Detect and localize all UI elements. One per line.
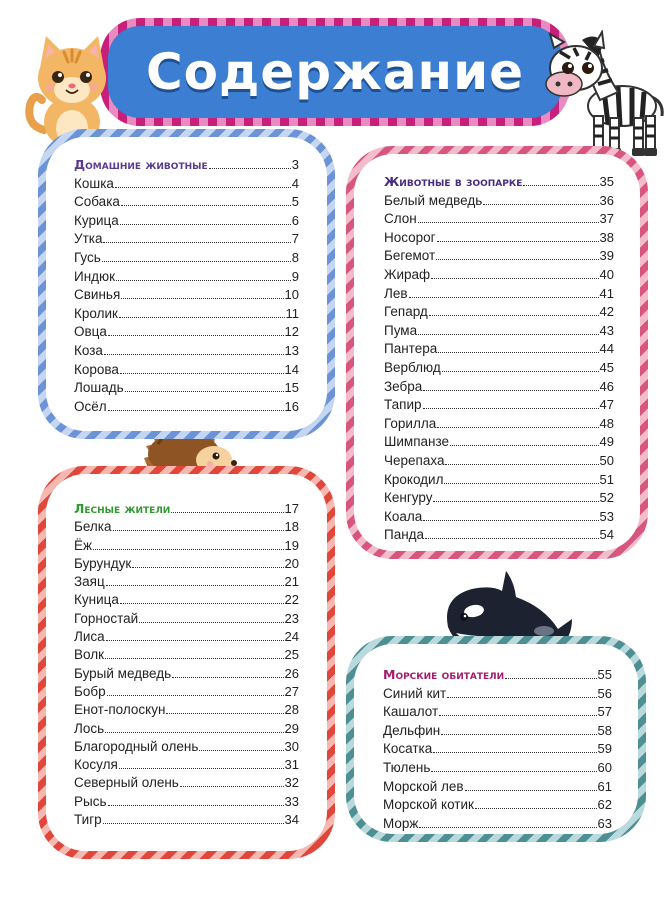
dot-leader — [180, 777, 284, 787]
toc-entry[interactable] — [383, 797, 612, 816]
toc-entry-label: Тюлень — [383, 759, 431, 775]
toc-entry-label: Зебра — [384, 378, 423, 394]
toc-entry-label: Корова — [74, 361, 119, 377]
toc-entry-label: Шимпанзе — [384, 434, 450, 450]
toc-page-number: 34 — [284, 812, 299, 828]
toc-entry[interactable] — [74, 611, 299, 629]
toc-entry[interactable] — [384, 472, 614, 491]
dot-leader — [120, 364, 284, 374]
dot-leader — [465, 781, 597, 791]
toc-entry[interactable] — [383, 816, 612, 835]
toc-entry[interactable] — [74, 794, 299, 812]
dot-leader — [409, 288, 599, 298]
toc-page-number: 3 — [291, 157, 299, 172]
toc-entry-label: Собака — [74, 194, 120, 210]
dot-leader — [132, 558, 283, 568]
dot-leader — [113, 521, 284, 531]
toc-entry-label: Гусь — [74, 249, 101, 265]
toc-entry[interactable] — [74, 538, 299, 556]
toc-page-number: 46 — [599, 378, 614, 394]
dot-leader — [442, 362, 599, 372]
dot-leader — [431, 269, 598, 279]
dot-leader — [115, 178, 291, 188]
toc-entry-label: Кошка — [74, 175, 114, 191]
toc-entry-label: Морской лев — [383, 778, 464, 794]
toc-entry-label: Осёл — [74, 398, 107, 414]
dot-leader — [423, 511, 598, 521]
toc-entry-label: Морж — [383, 815, 419, 831]
toc-page-number: 35 — [599, 174, 614, 189]
dot-leader — [93, 540, 283, 550]
toc-entry-label: Лошадь — [74, 380, 124, 396]
dot-leader — [171, 503, 283, 513]
toc-entry-label: Крокодил — [384, 471, 444, 487]
dot-leader — [103, 233, 290, 243]
toc-page-number: 37 — [599, 211, 614, 227]
toc-entry-label: Лиса — [74, 629, 105, 645]
toc-page-number: 52 — [599, 490, 614, 506]
toc-entry-label: Косатка — [383, 741, 433, 757]
toc-page-number: 14 — [284, 361, 299, 377]
dot-leader — [418, 325, 598, 335]
toc-entry-label: Тапир — [384, 397, 422, 413]
toc-entry-label: Утка — [74, 231, 103, 247]
dot-leader — [108, 326, 284, 336]
dot-leader — [445, 455, 598, 465]
toc-entry[interactable] — [384, 323, 614, 342]
toc-heading-forest[interactable] — [74, 501, 299, 519]
toc-page-number: 26 — [284, 665, 299, 681]
toc-page-number: 11 — [285, 305, 299, 321]
toc-entry[interactable] — [384, 379, 614, 398]
toc-entry[interactable] — [384, 230, 614, 249]
dot-leader — [439, 706, 596, 716]
toc-page-number: 20 — [284, 555, 299, 571]
toc-page-number: 27 — [284, 683, 299, 699]
dot-leader — [419, 818, 596, 828]
toc-page-number: 32 — [284, 775, 299, 791]
toc-entry[interactable] — [384, 527, 614, 546]
toc-list-domestic — [74, 176, 299, 418]
toc-entry-label: Овца — [74, 324, 107, 340]
toc-page-number: 41 — [599, 285, 614, 301]
toc-page-number: 45 — [599, 359, 614, 375]
dot-leader — [450, 436, 599, 446]
section-zoo-inner — [354, 154, 640, 551]
toc-entry-label: Жираф — [384, 266, 431, 282]
dot-leader — [209, 159, 291, 169]
toc-entry[interactable] — [384, 286, 614, 305]
dot-leader — [418, 213, 599, 223]
section-sea-inner — [354, 644, 638, 834]
toc-entry-label: Кашалот — [383, 704, 439, 720]
dot-leader — [102, 252, 291, 262]
toc-entry[interactable] — [384, 416, 614, 435]
toc-page-number: 51 — [599, 471, 614, 487]
dot-leader — [106, 631, 284, 641]
toc-entry[interactable] — [383, 779, 612, 798]
toc-entry[interactable] — [383, 760, 612, 779]
dot-leader — [423, 381, 598, 391]
toc-entry[interactable] — [74, 231, 299, 250]
toc-page-number: 39 — [599, 248, 614, 264]
toc-entry[interactable] — [74, 213, 299, 232]
toc-page-number: 61 — [597, 778, 612, 794]
toc-entry[interactable] — [74, 324, 299, 343]
toc-entry-label: Бобр — [74, 683, 106, 699]
section-domestic-inner — [46, 137, 327, 431]
toc-entry-label: Пума — [384, 322, 418, 338]
toc-page-number: 9 — [291, 268, 299, 284]
toc-page-number: 36 — [599, 192, 614, 208]
toc-entry[interactable] — [74, 519, 299, 537]
dot-leader — [125, 382, 284, 392]
toc-entry[interactable] — [74, 380, 299, 399]
dot-leader — [120, 215, 291, 225]
dot-leader — [104, 345, 284, 355]
toc-entry-label: Волк — [74, 647, 104, 663]
dot-leader — [116, 271, 291, 281]
dot-leader — [437, 232, 599, 242]
toc-page-number: 33 — [284, 793, 299, 809]
toc-page-number: 5 — [291, 194, 299, 210]
dot-leader — [166, 704, 283, 714]
toc-entry[interactable] — [384, 509, 614, 528]
dot-leader — [121, 196, 291, 206]
toc-entry-label: Северный олень — [74, 775, 179, 791]
section-zoo — [346, 146, 648, 559]
toc-entry[interactable] — [384, 193, 614, 212]
dot-leader — [425, 529, 598, 539]
dot-leader — [121, 289, 283, 299]
page-title: Содержание — [145, 43, 525, 101]
dot-leader — [139, 613, 283, 623]
toc-page-number: 21 — [284, 574, 299, 590]
dot-leader — [429, 306, 599, 316]
toc-page-number: 47 — [599, 397, 614, 413]
toc-entry-label: Белый медведь — [384, 192, 483, 208]
toc-page-number: 60 — [597, 759, 612, 775]
toc-page-number: 58 — [597, 722, 612, 738]
toc-page-number: 56 — [597, 685, 612, 701]
toc-page-number: 24 — [284, 629, 299, 645]
toc-entry-label: Белка — [74, 519, 112, 535]
dot-leader — [447, 688, 596, 698]
title-banner — [100, 18, 570, 126]
toc-entry[interactable] — [74, 721, 299, 739]
dot-leader — [107, 686, 284, 696]
toc-entry[interactable] — [74, 757, 299, 775]
toc-entry[interactable] — [74, 647, 299, 665]
toc-heading-label: Морские обитатели — [383, 667, 505, 682]
dot-leader — [108, 401, 284, 411]
dot-leader — [475, 799, 597, 809]
dot-leader — [119, 308, 285, 318]
toc-entry[interactable] — [74, 629, 299, 647]
dot-leader — [431, 762, 596, 772]
toc-page-number: 13 — [284, 342, 299, 358]
toc-entry[interactable] — [384, 434, 614, 453]
toc-page-number: 16 — [284, 398, 299, 414]
toc-page-number: 23 — [284, 610, 299, 626]
toc-page-number: 54 — [599, 527, 614, 543]
toc-page-number: 50 — [599, 452, 614, 468]
toc-heading-label: Животные в зоопарке — [384, 174, 523, 189]
toc-entry[interactable] — [74, 666, 299, 684]
title-banner-inner — [108, 26, 562, 118]
dot-leader — [436, 250, 598, 260]
dot-leader — [423, 399, 599, 409]
toc-entry-label: Рысь — [74, 793, 107, 809]
toc-page-number: 62 — [597, 797, 612, 813]
toc-entry[interactable] — [384, 397, 614, 416]
toc-entry-label: Дельфин — [383, 722, 441, 738]
toc-entry[interactable] — [383, 704, 612, 723]
toc-page-number: 42 — [599, 304, 614, 320]
toc-entry-label: Куница — [74, 592, 119, 608]
toc-entry[interactable] — [74, 574, 299, 592]
toc-heading-zoo[interactable] — [384, 174, 614, 193]
toc-entry[interactable] — [384, 304, 614, 323]
dot-leader — [437, 418, 598, 428]
toc-page-number: 6 — [291, 212, 299, 228]
dot-leader — [433, 743, 596, 753]
toc-entry-label: Бурундук — [74, 555, 132, 571]
toc-entry-label: Курица — [74, 212, 119, 228]
dot-leader — [119, 759, 284, 769]
toc-entry-label: Носорог — [384, 229, 436, 245]
dot-leader — [108, 796, 284, 806]
toc-page-number: 55 — [597, 667, 612, 682]
dot-leader — [483, 195, 598, 205]
toc-entry-label: Черепаха — [384, 452, 445, 468]
toc-page-number: 17 — [284, 501, 299, 516]
toc-page-number: 38 — [599, 229, 614, 245]
toc-page-number: 53 — [599, 508, 614, 524]
dot-leader — [505, 669, 596, 679]
toc-entry-label: Енот-полоскун — [74, 702, 166, 718]
toc-entry-label: Гепард — [384, 304, 428, 320]
dot-leader — [438, 343, 598, 353]
dot-leader — [120, 594, 284, 604]
toc-entry[interactable] — [384, 211, 614, 230]
toc-entry[interactable] — [74, 343, 299, 362]
zebra-illustration — [538, 30, 670, 162]
toc-page-number: 48 — [599, 415, 614, 431]
toc-page-number: 30 — [284, 738, 299, 754]
toc-entry[interactable] — [383, 723, 612, 742]
toc-entry[interactable] — [74, 399, 299, 418]
toc-page-number: 7 — [291, 231, 299, 247]
toc-heading-domestic[interactable] — [74, 157, 299, 176]
toc-entry[interactable] — [384, 453, 614, 472]
toc-entry[interactable] — [74, 592, 299, 610]
toc-page-number: 10 — [284, 287, 299, 303]
toc-entry[interactable] — [74, 269, 299, 288]
toc-list-sea — [383, 686, 612, 835]
toc-entry-label: Лев — [384, 285, 408, 301]
toc-page-number: 8 — [291, 249, 299, 265]
toc-list-zoo — [384, 193, 614, 546]
toc-page-number: 57 — [597, 704, 612, 720]
toc-page-number: 15 — [284, 380, 299, 396]
toc-entry[interactable] — [383, 741, 612, 760]
toc-entry-label: Кролик — [74, 305, 118, 321]
toc-entry-label: Пантера — [384, 341, 438, 357]
toc-entry[interactable] — [384, 490, 614, 509]
toc-entry[interactable] — [384, 248, 614, 267]
dot-leader — [105, 723, 283, 733]
toc-page-number: 4 — [291, 175, 299, 191]
toc-entry-label: Горностай — [74, 610, 139, 626]
toc-entry[interactable] — [74, 306, 299, 325]
toc-page-number: 12 — [284, 324, 299, 340]
dot-leader — [523, 176, 598, 186]
dot-leader — [444, 474, 598, 484]
toc-entry[interactable] — [74, 775, 299, 793]
toc-entry[interactable] — [74, 287, 299, 306]
toc-entry[interactable] — [384, 360, 614, 379]
toc-entry-label: Заяц — [74, 574, 105, 590]
toc-entry-label: Бегемот — [384, 248, 436, 264]
toc-entry-label: Благородный олень — [74, 738, 199, 754]
toc-entry[interactable] — [384, 341, 614, 360]
toc-entry-label: Тигр — [74, 812, 102, 828]
toc-entry[interactable] — [74, 194, 299, 213]
toc-entry-label: Морской котик — [383, 797, 474, 813]
toc-page-number: 31 — [284, 757, 299, 773]
toc-page-number: 19 — [284, 537, 299, 553]
toc-entry-label: Коза — [74, 342, 103, 358]
toc-entry-label: Панда — [384, 527, 425, 543]
toc-entry-label: Ёж — [74, 537, 93, 553]
toc-entry[interactable] — [384, 267, 614, 286]
toc-entry-label: Горилла — [384, 415, 437, 431]
toc-page-number: 22 — [284, 592, 299, 608]
toc-page-number: 29 — [284, 720, 299, 736]
toc-page-number: 63 — [597, 815, 612, 831]
toc-entry-label: Бурый медведь — [74, 665, 172, 681]
toc-entry[interactable] — [383, 686, 612, 705]
toc-entry-label: Свинья — [74, 287, 121, 303]
toc-entry-label: Косуля — [74, 757, 118, 773]
toc-entry-label: Индюк — [74, 268, 116, 284]
toc-entry[interactable] — [74, 556, 299, 574]
toc-page-number: 43 — [599, 322, 614, 338]
toc-entry[interactable] — [74, 812, 299, 830]
toc-list-forest — [74, 519, 299, 830]
section-forest-inner — [46, 474, 327, 851]
toc-heading-label: Лесные жители — [74, 501, 171, 516]
toc-entry-label: Слон — [384, 211, 417, 227]
dot-leader — [433, 492, 598, 502]
toc-page-number: 44 — [599, 341, 614, 357]
toc-page-number: 49 — [599, 434, 614, 450]
section-forest — [38, 466, 335, 859]
toc-entry-label: Лось — [74, 720, 105, 736]
toc-heading-label: Домашние животные — [74, 157, 208, 172]
section-domestic — [38, 129, 335, 439]
toc-page-number: 28 — [284, 702, 299, 718]
toc-entry[interactable] — [74, 739, 299, 757]
toc-entry-label: Синий кит — [383, 685, 447, 701]
dot-leader — [105, 649, 284, 659]
toc-entry-label: Верблюд — [384, 359, 441, 375]
toc-entry[interactable] — [74, 250, 299, 269]
dot-leader — [199, 741, 283, 751]
section-sea — [346, 636, 646, 842]
toc-page-number: 59 — [597, 741, 612, 757]
toc-page-number: 25 — [284, 647, 299, 663]
dot-leader — [106, 576, 284, 586]
toc-entry[interactable] — [74, 362, 299, 381]
toc-entry-label: Кенгуру — [384, 490, 433, 506]
dot-leader — [441, 725, 596, 735]
toc-entry-label: Коала — [384, 508, 423, 524]
toc-page-number: 40 — [599, 266, 614, 282]
toc-entry[interactable] — [74, 684, 299, 702]
toc-entry[interactable] — [74, 176, 299, 195]
toc-heading-sea[interactable] — [383, 667, 612, 686]
toc-entry[interactable] — [74, 702, 299, 720]
dot-leader — [172, 668, 283, 678]
dot-leader — [103, 814, 284, 824]
toc-page-number: 18 — [284, 519, 299, 535]
